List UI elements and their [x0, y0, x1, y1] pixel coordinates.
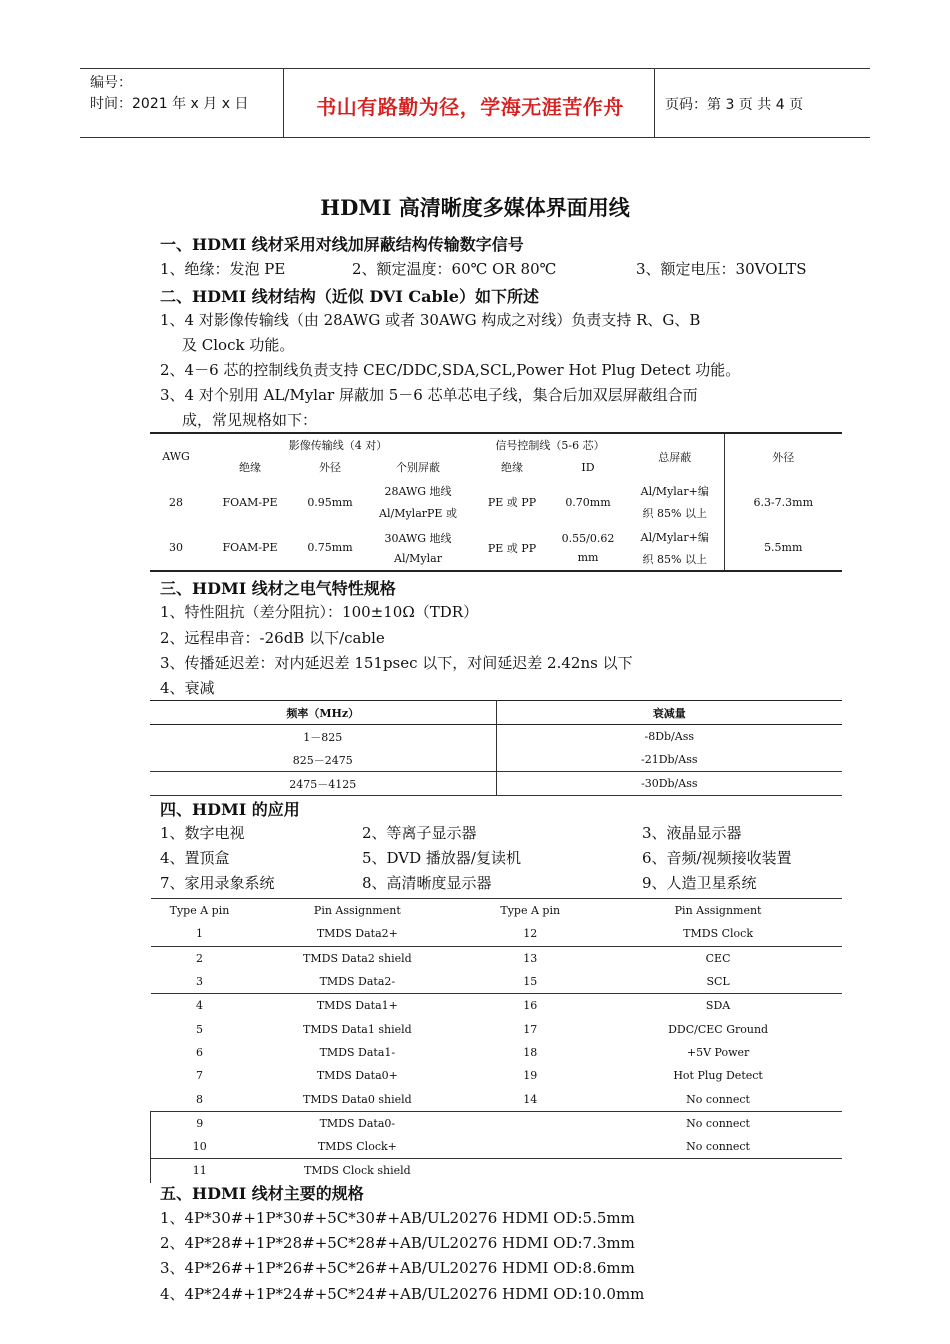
cell-pin: 14	[523, 1092, 538, 1106]
app-item: 4、置顶盒	[160, 849, 230, 867]
header-insulation: 绝缘	[239, 461, 261, 474]
cell-assignment: No connect	[686, 1092, 750, 1106]
cell-outer-diameter: 5.5mm	[724, 525, 842, 571]
header-od: 外径	[319, 461, 341, 474]
cell-line: 30AWG 地线	[384, 532, 452, 545]
header-awg: AWG	[162, 450, 190, 463]
table-row	[150, 525, 842, 571]
cell-assignment	[594, 1159, 842, 1183]
header-attenuation: 衰减量	[496, 701, 842, 725]
cell-awg: 28	[169, 495, 183, 509]
app-item: 3、液晶显示器	[642, 824, 742, 842]
cell-assignment: TMDS Data1+	[248, 994, 466, 1018]
table-row	[151, 1041, 843, 1064]
table-row	[151, 1111, 843, 1135]
cell-id	[550, 525, 626, 571]
cell-pin: 8	[195, 1092, 203, 1106]
time-label: 时间：2021 年 x 月 x 日	[90, 96, 249, 112]
cell-awg: 30	[169, 541, 183, 554]
cell-shield	[362, 479, 474, 525]
s2-line: 1、4 对影像传输线（由 28AWG 或者 30AWG 构成之对线）负责支持 R、G、B	[160, 311, 701, 329]
cell-shield	[362, 525, 474, 571]
section-1-heading: 一、HDMI 线材采用对线加屏蔽结构传输数字信号	[160, 235, 524, 254]
table-row	[150, 748, 842, 772]
header-motto: 书山有路勤为径，学海无涯苦作舟	[316, 95, 624, 119]
cell-od: 0.95mm	[307, 495, 353, 509]
table-row	[151, 922, 843, 946]
cell-frequency: 1－825	[303, 730, 343, 744]
cell-assignment: TMDS Clock+	[317, 1140, 397, 1154]
spec-item: 4、4P*24#+1P*24#+5C*24#+AB/UL20276 HDMI OD:10.0mm	[160, 1285, 645, 1303]
table-row	[151, 946, 843, 970]
table-row	[151, 1064, 843, 1087]
cell-assignment: TMDS Data2+	[316, 927, 398, 941]
cell-pin: 10	[151, 1135, 249, 1159]
cell-line: 0.55/0.62	[561, 531, 615, 545]
s2-line: 及 Clock 功能。	[182, 336, 295, 354]
cell-frequency: 2475－4125	[289, 777, 357, 791]
cell-total-shield	[626, 479, 724, 525]
cell-line: Al/Mylar	[394, 552, 442, 565]
cell-assignment: TMDS Data0 shield	[303, 1092, 412, 1106]
cell-assignment: TMDS Data1 shield	[303, 1022, 412, 1036]
spec-item: 1、4P*30#+1P*30#+5C*30#+AB/UL20276 HDMI OD:5.5mm	[160, 1209, 635, 1227]
section-3-heading: 三、HDMI 线材之电气特性规格	[160, 579, 396, 598]
s3-line: 1、特性阻抗（差分阻抗）：100±10Ω（TDR）	[160, 603, 479, 621]
table-row	[151, 1135, 843, 1159]
section-5-heading: 五、HDMI 线材主要的规格	[160, 1184, 364, 1203]
spec-item: 3、4P*26#+1P*26#+5C*26#+AB/UL20276 HDMI OD:8.6mm	[160, 1259, 635, 1277]
cell-pin: 9	[151, 1111, 249, 1135]
cell-assignment: TMDS Data0-	[248, 1111, 466, 1135]
cell-pin: 17	[523, 1022, 538, 1036]
cell-pin	[466, 1135, 594, 1159]
pin-assignment-table	[150, 898, 842, 1183]
cell-pin: 18	[523, 1045, 538, 1059]
s3-line: 4、衰减	[160, 679, 215, 697]
header-pin: Type A pin	[169, 904, 230, 918]
cell-pin: 13	[466, 946, 594, 970]
header-divider	[283, 69, 284, 137]
header-divider	[654, 69, 655, 137]
cell-pin: 19	[523, 1069, 538, 1083]
cell-pin: 3	[195, 975, 203, 989]
cell-assignment: TMDS Data2 shield	[248, 946, 466, 970]
cell-assignment: TMDS Data2-	[319, 975, 396, 989]
cell-pin: 11	[151, 1159, 249, 1183]
header-total-shield: 总屏蔽	[658, 450, 692, 464]
s3-line: 2、远程串音：-26dB 以下/cable	[160, 629, 385, 647]
cell-insulation-2: PE 或 PP	[487, 541, 537, 555]
header-left	[90, 73, 248, 115]
table-row	[151, 1087, 843, 1111]
cell-assignment: DDC/CEC Ground	[668, 1022, 769, 1036]
cell-pin: 7	[195, 1069, 203, 1083]
header-id: ID	[581, 460, 595, 474]
table-row	[151, 994, 843, 1018]
app-item: 7、家用录象系统	[160, 874, 275, 892]
cell-id: 0.70mm	[565, 495, 611, 509]
cell-pin: 6	[195, 1045, 203, 1059]
cell-line: 织 85% 以上	[642, 552, 707, 566]
s2-line: 3、4 对个别用 AL/Mylar 屏蔽加 5－6 芯单芯电子线，集合后加双层屏蔽组合而	[160, 386, 698, 404]
cell-pin: 2	[151, 946, 249, 970]
cable-spec-table	[150, 432, 842, 572]
header-insulation-2: 绝缘	[501, 461, 523, 474]
number-label: 编号：	[90, 75, 132, 91]
cell-attenuation: -30Db/Ass	[496, 772, 842, 796]
cell-assignment: TMDS Clock	[683, 927, 753, 941]
s1-item: 1、绝缘：发泡 PE	[160, 260, 286, 278]
cell-assignment: +5V Power	[686, 1045, 750, 1059]
header-pin: Type A pin	[500, 904, 561, 918]
section-2-heading: 二、HDMI 线材结构（近似 DVI Cable）如下所述	[160, 287, 539, 306]
s2-line: 2、4－6 芯的控制线负责支持 CEC/DDC,SDA,SCL,Power Hot Plug Detect 功能。	[160, 361, 741, 379]
header-signal-lines: 信号控制线（5-6 芯）	[495, 438, 605, 452]
cell-pin	[466, 1159, 594, 1183]
cell-assignment: No connect	[686, 1140, 750, 1154]
cell-insulation: FOAM-PE	[222, 541, 278, 554]
cell-outer-diameter: 6.3-7.3mm	[724, 479, 842, 525]
cell-line: Al/Mylar+编	[640, 485, 709, 498]
cell-assignment: Hot Plug Detect	[673, 1069, 763, 1083]
cell-assignment: TMDS Data0+	[316, 1069, 398, 1083]
s1-item: 3、额定电压：30VOLTS	[636, 260, 807, 278]
cell-assignment: TMDS Data1-	[319, 1045, 396, 1059]
table-row	[150, 725, 842, 749]
document-title: HDMI 高清晰度多媒体界面用线	[320, 195, 630, 220]
header-assignment: Pin Assignment	[674, 904, 762, 918]
header-frequency: 频率（MHz）	[286, 706, 360, 720]
cell-insulation: FOAM-PE	[222, 495, 278, 509]
cell-line: Al/MylarPE 或	[379, 507, 457, 520]
cell-pin: 1	[195, 927, 203, 941]
app-item: 5、DVD 播放器/复读机	[362, 849, 521, 867]
cell-frequency: 825－2475	[292, 753, 353, 767]
s1-item: 2、额定温度：60℃ OR 80℃	[352, 260, 557, 278]
header-outer-diameter: 外径	[724, 433, 842, 479]
header-shield: 个别屏蔽	[396, 461, 440, 474]
app-item: 8、高清晰度显示器	[362, 874, 492, 892]
cell-pin: 15	[523, 975, 538, 989]
attenuation-table	[150, 700, 842, 796]
cell-pin: 12	[523, 927, 538, 941]
app-item: 2、等离子显示器	[362, 824, 477, 842]
cell-od: 0.75mm	[307, 541, 353, 554]
table-row	[150, 479, 842, 525]
cell-assignment: CEC	[594, 946, 842, 970]
cell-line: Al/Mylar+编	[640, 530, 709, 544]
header-video-lines: 影像传输线（4 对）	[288, 438, 388, 452]
table-row	[150, 772, 842, 796]
cell-total-shield	[626, 525, 724, 571]
cell-pin: 16	[466, 994, 594, 1018]
cell-pin	[466, 1111, 594, 1135]
app-item: 9、人造卫星系统	[642, 874, 757, 892]
table-row	[151, 1159, 843, 1183]
page-header	[80, 68, 870, 138]
spec-item: 2、4P*28#+1P*28#+5C*28#+AB/UL20276 HDMI OD:7.3mm	[160, 1234, 635, 1252]
cell-assignment: No connect	[594, 1111, 842, 1135]
s2-line: 成，常见规格如下：	[182, 411, 318, 429]
cell-line: mm	[577, 550, 599, 564]
s3-line: 3、传播延迟差：对内延迟差 151psec 以下，对间延迟差 2.42ns 以下	[160, 654, 633, 672]
page-number: 页码：第 3 页 共 4 页	[665, 97, 804, 113]
app-item: 1、数字电视	[160, 824, 245, 842]
app-item: 6、音频/视频接收装置	[642, 849, 792, 867]
cell-pin: 4	[151, 994, 249, 1018]
cell-assignment: SCL	[706, 975, 730, 989]
header-assignment: Pin Assignment	[313, 904, 401, 918]
cell-insulation-2: PE 或 PP	[487, 496, 537, 509]
table-row	[151, 970, 843, 994]
cell-line: 28AWG 地线	[384, 485, 452, 498]
cell-assignment: TMDS Clock shield	[304, 1164, 411, 1178]
cell-attenuation: -8Db/Ass	[496, 725, 842, 749]
cell-assignment: SDA	[594, 994, 842, 1018]
cell-attenuation: -21Db/Ass	[496, 748, 842, 772]
section-4-heading: 四、HDMI 的应用	[160, 800, 300, 819]
table-row	[151, 1017, 843, 1040]
cell-line: 织 85% 以上	[642, 507, 707, 520]
cell-pin: 5	[195, 1022, 203, 1036]
